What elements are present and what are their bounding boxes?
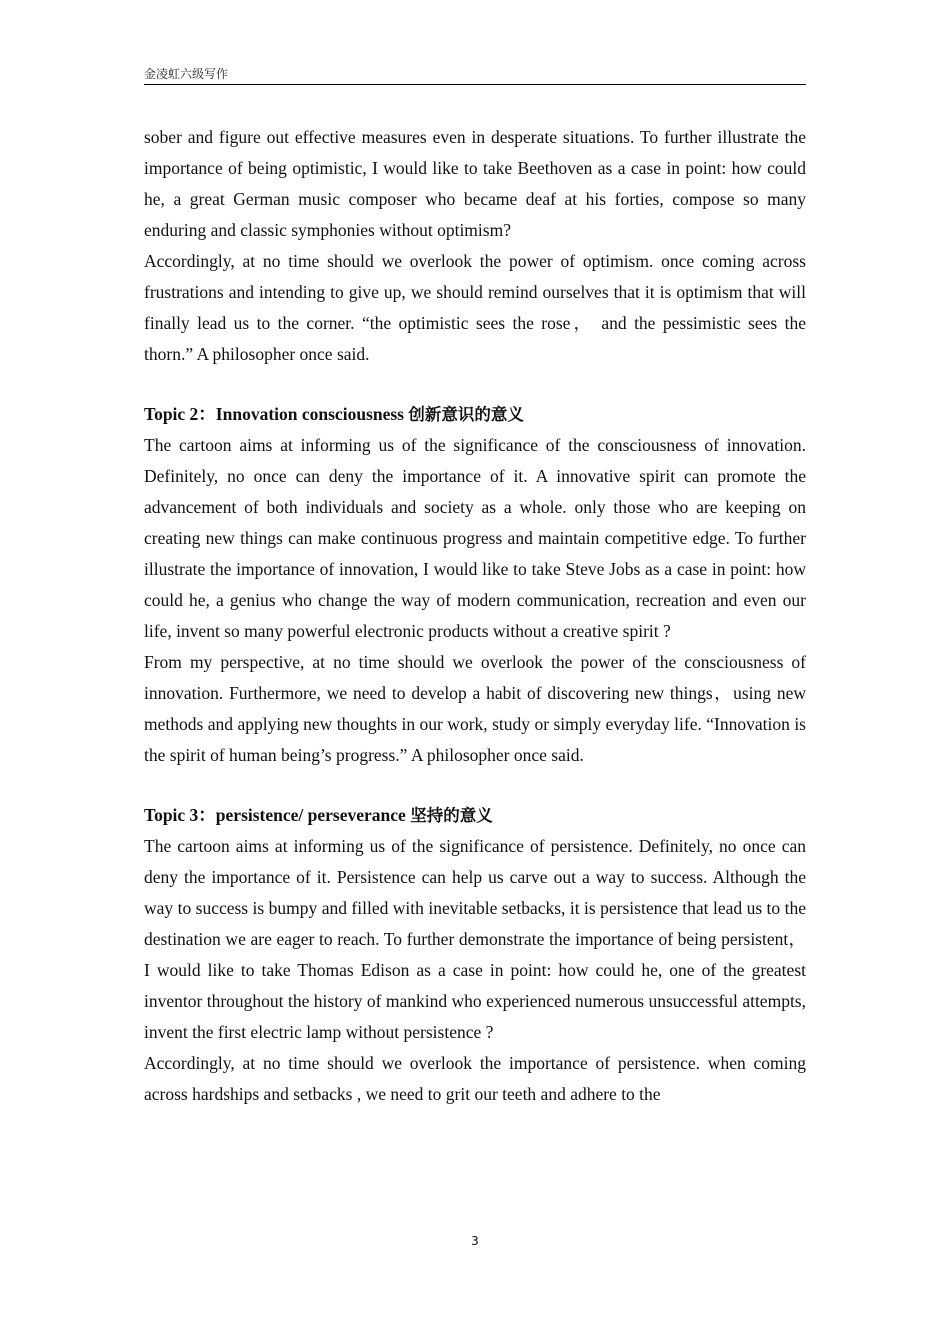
- intro-paragraph-1: sober and figure out effective measures even in desperate situations. To further illustrate the importance of being optimistic, I would like to take Beethoven as a case in point: how could he, a great German music composer who became deaf at his forties, compose so many enduring and classic symphonies without optimism?: [144, 127, 806, 240]
- topic-2-paragraph-2: From my perspective, at no time should we overlook the power of the consciousness of innovation. Furthermore, we need to develop a habit of discovering new things，using new methods and applying new thoughts in our work, study or simply everyday life. “Innovation is the spirit of human being’s progress.” A philosopher once said.: [144, 652, 806, 765]
- topic-3-heading-en: Topic 3：persistence/ perseverance: [144, 805, 406, 825]
- topic-2-heading-en: Topic 2：Innovation consciousness: [144, 404, 404, 424]
- page-header: [144, 64, 806, 85]
- document-body: [144, 122, 806, 1110]
- topic-3-paragraph-2: Accordingly, at no time should we overlook the importance of persistence. when coming across hardships and setbacks , we need to grit our teeth and adhere to the: [144, 1053, 806, 1104]
- page-number: 3: [471, 1234, 479, 1248]
- topic-2-heading-cn: 创新意识的意义: [408, 405, 524, 424]
- topic-2-paragraph-1: The cartoon aims at informing us of the significance of the consciousness of innovation. Definitely, no once can deny the importance of it. A innovative spirit can promote the advancement of both individuals and society as a whole. only those who are keeping on creating new things can make continuous progress and maintain competitive edge. To further illustrate the importance of innovation, I would like to take Steve Jobs as a case in point: how could he, a genius who change the way of modern communication, recreation and even our life, invent so many powerful electronic products without a creative spirit ?: [144, 435, 806, 641]
- header-title: 金凌虹六级写作: [144, 67, 229, 81]
- topic-3-paragraph-1: The cartoon aims at informing us of the significance of persistence. Definitely, no once can deny the importance of it. Persistence can help us carve out a way to success. Although the way to success is bumpy and filled with inevitable setbacks, it is persistence that lead us to the destination we are eager to reach. To further demonstrate the importance of being persistent， I would like to take Thomas Edison as a case in point: how could he, one of the greatest inventor throughout the history of mankind who experienced numerous unsuccessful attempts, invent the first electric lamp without persistence ?: [144, 836, 806, 1042]
- topic-3-heading-cn: 坚持的意义: [410, 806, 493, 825]
- topic-3-heading: [144, 800, 806, 831]
- topic-2-heading: [144, 399, 806, 430]
- intro-paragraph-2: Accordingly, at no time should we overlook the power of optimism. once coming across frustrations and intending to give up, we should remind ourselves that it is optimism that will finally lead us to the corner. “the optimistic sees the rose， and the pessimistic sees the thorn.” A philosopher once said.: [144, 251, 806, 364]
